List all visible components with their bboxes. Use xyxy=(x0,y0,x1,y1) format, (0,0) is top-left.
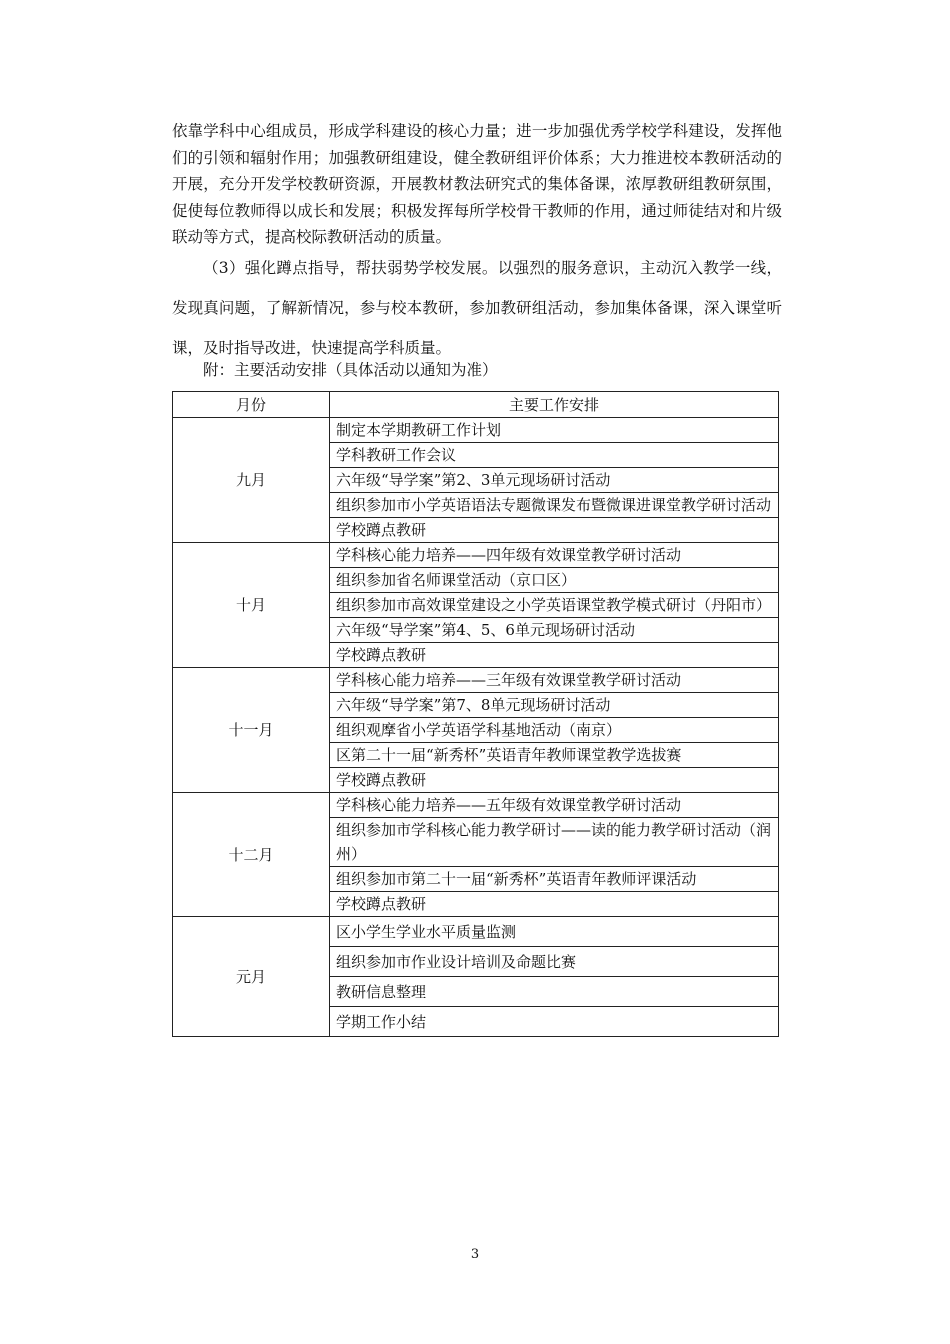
activity-item: 组织参加市高效课堂建设之小学英语课堂教学模式研讨（丹阳市） xyxy=(330,593,779,618)
activity-item: 学科核心能力培养——三年级有效课堂教学研讨活动 xyxy=(330,668,779,693)
activity-item: 组织参加省名师课堂活动（京口区） xyxy=(330,568,779,593)
activity-item: 学校蹲点教研 xyxy=(330,518,779,543)
month-cell: 十二月 xyxy=(173,793,330,917)
activity-item: 六年级“导学案”第2、3单元现场研讨活动 xyxy=(330,468,779,493)
table-header-row xyxy=(173,392,779,418)
month-cell: 九月 xyxy=(173,418,330,543)
table-row xyxy=(173,668,779,693)
header-work-arrangement: 主要工作安排 xyxy=(330,392,779,418)
activity-item: 组织参加市作业设计培训及命题比赛 xyxy=(330,947,779,977)
page-number: 3 xyxy=(470,1247,480,1262)
body-paragraph-2: （3）强化蹲点指导，帮扶弱势学校发展。以强烈的服务意识，主动沉入教学一线，发现真问题，了解新情况，参与校本教研，参加教研组活动，参加集体备课，深入课堂听课，及时指导改进，快速提高学科质量。 xyxy=(172,259,782,357)
activity-item: 学校蹲点教研 xyxy=(330,768,779,793)
activity-item: 组织参加市第二十一届“新秀杯”英语青年教师评课活动 xyxy=(330,867,779,892)
header-month: 月份 xyxy=(173,392,330,418)
activity-item: 制定本学期教研工作计划 xyxy=(330,418,779,443)
activity-item: 学期工作小结 xyxy=(330,1007,779,1037)
activity-item: 六年级“导学案”第4、5、6单元现场研讨活动 xyxy=(330,618,779,643)
activity-item: 学科教研工作会议 xyxy=(330,443,779,468)
activity-item: 学校蹲点教研 xyxy=(330,643,779,668)
month-cell: 元月 xyxy=(173,917,330,1037)
body-paragraph-1: 依靠学科中心组成员，形成学科建设的核心力量；进一步加强优秀学校学科建设，发挥他们的引领和辐射作用；加强教研组建设，健全教研组评价体系；大力推进校本教研活动的开展，充分开发学校教研资源，开展教材教法研究式的集体备课，浓厚教研组教研氛围，促使每位教师得以成长和发展；积极发挥每所学校骨干教师的作用，通过师徒结对和片级联动等方式，提高校际教研活动的质量。 xyxy=(172,122,782,246)
activity-item: 学科核心能力培养——五年级有效课堂教学研讨活动 xyxy=(330,793,779,818)
activity-item: 学校蹲点教研 xyxy=(330,892,779,917)
activity-schedule-table xyxy=(172,391,779,1037)
activity-item: 组织参加市小学英语语法专题微课发布暨微课进课堂教学研讨活动 xyxy=(330,493,779,518)
activity-item: 区小学生学业水平质量监测 xyxy=(330,917,779,947)
activity-item: 六年级“导学案”第7、8单元现场研讨活动 xyxy=(330,693,779,718)
table-row xyxy=(173,543,779,568)
activity-item: 组织观摩省小学英语学科基地活动（南京） xyxy=(330,718,779,743)
table-row xyxy=(173,418,779,443)
activity-item: 教研信息整理 xyxy=(330,977,779,1007)
month-cell: 十月 xyxy=(173,543,330,668)
activity-item: 组织参加市学科核心能力教学研讨——读的能力教学研讨活动（润州） xyxy=(330,818,779,867)
table-row xyxy=(173,917,779,947)
appendix-title: 附：主要活动安排（具体活动以通知为准） xyxy=(203,361,498,379)
activity-item: 学科核心能力培养——四年级有效课堂教学研讨活动 xyxy=(330,543,779,568)
month-cell: 十一月 xyxy=(173,668,330,793)
table-row xyxy=(173,793,779,818)
activity-item: 区第二十一届“新秀杯”英语青年教师课堂教学选拔赛 xyxy=(330,743,779,768)
